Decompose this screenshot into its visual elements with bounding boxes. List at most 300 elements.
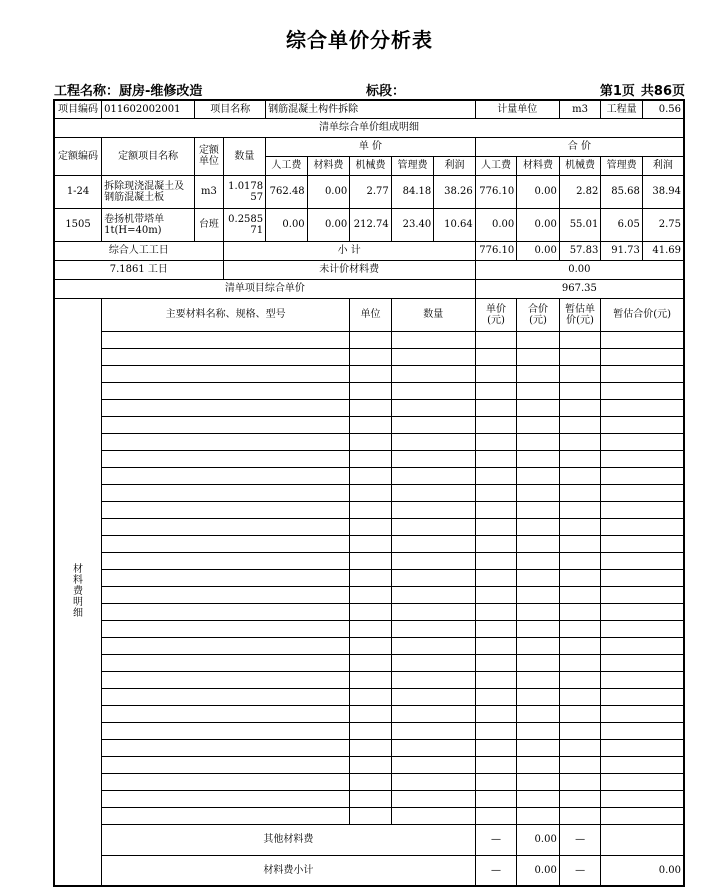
material-cell <box>559 603 601 620</box>
material-cell <box>475 467 517 484</box>
material-cell <box>102 331 350 348</box>
material-cell <box>517 535 560 552</box>
material-row <box>54 535 684 552</box>
composition-title-row <box>54 118 684 137</box>
material-cell <box>601 501 684 518</box>
material-cell <box>102 688 350 705</box>
material-cell <box>102 416 350 433</box>
material-cell <box>517 773 560 790</box>
material-cell <box>350 416 392 433</box>
material-cell <box>350 620 392 637</box>
material-row <box>54 348 684 365</box>
material-cell <box>102 365 350 382</box>
material-row <box>54 484 684 501</box>
material-cell <box>601 331 684 348</box>
material-cell <box>102 790 350 807</box>
material-cell <box>102 450 350 467</box>
u-profit-header: 利润 <box>434 156 476 175</box>
side-label-char: 明 <box>73 597 84 609</box>
unpriced-label: 未计价材料费 <box>223 260 475 279</box>
material-cell <box>559 790 601 807</box>
material-cell <box>475 433 517 450</box>
t-profit-header: 利润 <box>642 156 684 175</box>
material-cell <box>559 722 601 739</box>
item-unit-label: 计量单位 <box>475 100 559 118</box>
material-cell <box>102 705 350 722</box>
other-price: — <box>475 824 517 855</box>
material-cell <box>517 399 560 416</box>
sub-est-price: — <box>559 855 601 886</box>
mat-col-total: 合价(元) <box>517 298 560 331</box>
material-cell <box>350 586 392 603</box>
material-cell <box>601 348 684 365</box>
material-cell <box>475 382 517 399</box>
material-cell <box>517 637 560 654</box>
material-cell <box>517 552 560 569</box>
material-cell <box>517 569 560 586</box>
material-cell <box>475 331 517 348</box>
material-cell <box>391 756 475 773</box>
material-cell <box>601 467 684 484</box>
materials-header-row <box>54 298 684 331</box>
material-cell <box>102 603 350 620</box>
material-cell <box>559 586 601 603</box>
material-row <box>54 382 684 399</box>
material-cell <box>559 620 601 637</box>
material-cell <box>350 501 392 518</box>
project-label: 工程名称： <box>54 84 120 99</box>
material-cell <box>559 756 601 773</box>
material-cell <box>517 433 560 450</box>
material-cell <box>391 501 475 518</box>
row-t-material: 0.00 <box>517 175 560 208</box>
material-row <box>54 501 684 518</box>
material-cell <box>559 365 601 382</box>
unpriced-value: 0.00 <box>475 260 684 279</box>
project-value: 厨房-维修改造 <box>119 84 203 99</box>
material-row <box>54 807 684 824</box>
material-cell <box>559 569 601 586</box>
total-price-header: 合 价 <box>475 137 684 156</box>
material-cell <box>601 705 684 722</box>
material-cell <box>391 807 475 824</box>
material-row <box>54 416 684 433</box>
material-cell <box>475 722 517 739</box>
material-cell <box>559 433 601 450</box>
material-cell <box>391 603 475 620</box>
subtotal-labor: 776.10 <box>475 241 517 260</box>
u-machine-header: 机械费 <box>350 156 392 175</box>
row-u-mgmt: 23.40 <box>391 208 434 241</box>
composition-title: 清单综合单价组成明细 <box>54 118 684 137</box>
material-subtotal-row <box>54 855 684 886</box>
material-cell <box>350 467 392 484</box>
material-cell <box>475 773 517 790</box>
material-cell <box>601 416 684 433</box>
material-cell <box>391 705 475 722</box>
material-cell <box>391 382 475 399</box>
subtotal-machine: 57.83 <box>559 241 601 260</box>
material-cell <box>559 518 601 535</box>
material-cell <box>102 654 350 671</box>
material-cell <box>102 518 350 535</box>
material-cell <box>601 688 684 705</box>
material-cell <box>559 688 601 705</box>
material-cell <box>601 756 684 773</box>
material-cell <box>601 569 684 586</box>
material-cell <box>391 535 475 552</box>
material-cell <box>350 722 392 739</box>
side-label-char: 材 <box>73 564 84 576</box>
material-cell <box>102 756 350 773</box>
material-cell <box>601 535 684 552</box>
u-labor-header: 人工费 <box>266 156 308 175</box>
material-cell <box>391 348 475 365</box>
material-cell <box>475 348 517 365</box>
material-cell <box>475 739 517 756</box>
material-cell <box>601 382 684 399</box>
page-total: 共86页 <box>640 84 685 99</box>
material-cell <box>559 501 601 518</box>
material-cell <box>601 790 684 807</box>
col-qty-header: 数量 <box>223 137 266 175</box>
material-cell <box>559 739 601 756</box>
material-cell <box>559 773 601 790</box>
material-row <box>54 467 684 484</box>
material-cell <box>102 671 350 688</box>
material-cell <box>475 637 517 654</box>
composition-header-row-1 <box>54 137 684 156</box>
material-cell <box>391 518 475 535</box>
item-info-row <box>54 100 684 118</box>
material-cell <box>517 603 560 620</box>
material-cell <box>601 399 684 416</box>
material-row <box>54 790 684 807</box>
material-cell <box>391 773 475 790</box>
material-cell <box>517 739 560 756</box>
material-cell <box>517 586 560 603</box>
sub-price: — <box>475 855 517 886</box>
item-code-label: 项目编码 <box>54 100 102 118</box>
material-cell <box>601 518 684 535</box>
material-cell <box>517 484 560 501</box>
material-row <box>54 756 684 773</box>
row-t-profit: 38.94 <box>642 175 684 208</box>
material-cell <box>102 484 350 501</box>
t-material-header: 材料费 <box>517 156 560 175</box>
material-cell <box>517 620 560 637</box>
row-u-labor: 0.00 <box>266 208 308 241</box>
material-row <box>54 654 684 671</box>
material-cell <box>601 620 684 637</box>
material-cell <box>391 331 475 348</box>
material-cell <box>475 484 517 501</box>
material-cell <box>475 671 517 688</box>
material-cell <box>391 433 475 450</box>
material-cell <box>350 450 392 467</box>
material-cell <box>517 467 560 484</box>
other-total: 0.00 <box>517 824 560 855</box>
other-material-row <box>54 824 684 855</box>
material-cell <box>559 331 601 348</box>
project-name <box>54 80 202 99</box>
material-row <box>54 586 684 603</box>
col-unit-header: 定额单位 <box>195 137 223 175</box>
material-cell <box>350 637 392 654</box>
material-cell <box>350 433 392 450</box>
material-cell <box>350 756 392 773</box>
material-row <box>54 365 684 382</box>
row-unit: m3 <box>195 175 223 208</box>
material-cell <box>391 365 475 382</box>
material-cell <box>350 518 392 535</box>
material-cell <box>350 739 392 756</box>
u-material-header: 材料费 <box>307 156 350 175</box>
material-cell <box>601 365 684 382</box>
material-cell <box>475 620 517 637</box>
row-t-mgmt: 85.68 <box>601 175 643 208</box>
row-t-profit: 2.75 <box>642 208 684 241</box>
material-cell <box>601 722 684 739</box>
row-u-labor: 762.48 <box>266 175 308 208</box>
material-cell <box>517 365 560 382</box>
col-name-header: 定额项目名称 <box>102 137 195 175</box>
mat-col-unit: 单位 <box>350 298 392 331</box>
mat-col-est-price: 暂估单价(元) <box>559 298 601 331</box>
row-unit: 台班 <box>195 208 223 241</box>
material-cell <box>601 433 684 450</box>
material-cell <box>517 790 560 807</box>
material-cell <box>102 348 350 365</box>
material-cell <box>559 450 601 467</box>
material-cell <box>391 620 475 637</box>
material-cell <box>475 654 517 671</box>
material-row <box>54 450 684 467</box>
material-cell <box>350 382 392 399</box>
material-cell <box>350 552 392 569</box>
material-cell <box>517 671 560 688</box>
material-cell <box>102 535 350 552</box>
material-cell <box>391 688 475 705</box>
material-row <box>54 331 684 348</box>
row-u-profit: 10.64 <box>434 208 476 241</box>
material-cell <box>559 705 601 722</box>
material-cell <box>350 705 392 722</box>
item-name-label: 项目名称 <box>195 100 266 118</box>
sub-total: 0.00 <box>517 855 560 886</box>
material-cell <box>391 552 475 569</box>
material-cell <box>559 807 601 824</box>
material-cell <box>559 535 601 552</box>
material-cell <box>391 637 475 654</box>
material-cell <box>559 484 601 501</box>
material-cell <box>102 382 350 399</box>
unit-price-header: 单 价 <box>266 137 476 156</box>
material-cell <box>517 688 560 705</box>
material-cell <box>350 569 392 586</box>
material-cell <box>350 535 392 552</box>
row-t-material: 0.00 <box>517 208 560 241</box>
material-cell <box>475 535 517 552</box>
material-row <box>54 620 684 637</box>
row-t-labor: 0.00 <box>475 208 517 241</box>
material-cell <box>517 348 560 365</box>
material-cell <box>559 416 601 433</box>
material-row <box>54 399 684 416</box>
material-cell <box>102 569 350 586</box>
page-title: 综合单价分析表 <box>286 28 433 52</box>
labor-days-value: 7.1861 工日 <box>54 260 223 279</box>
material-cell <box>350 484 392 501</box>
materials-side-label <box>54 298 102 886</box>
row-qty: 0.258571 <box>223 208 266 241</box>
material-cell <box>601 654 684 671</box>
material-cell <box>475 416 517 433</box>
row-code: 1505 <box>54 208 102 241</box>
material-cell <box>475 586 517 603</box>
side-label-char: 细 <box>73 608 84 620</box>
material-cell <box>102 433 350 450</box>
material-row <box>54 603 684 620</box>
material-cell <box>391 654 475 671</box>
item-qty: 0.56 <box>642 100 684 118</box>
subtotal-profit: 41.69 <box>642 241 684 260</box>
material-cell <box>475 790 517 807</box>
mat-col-name: 主要材料名称、规格、型号 <box>102 298 350 331</box>
material-cell <box>559 382 601 399</box>
material-cell <box>559 654 601 671</box>
material-cell <box>601 671 684 688</box>
other-material-label: 其他材料费 <box>102 824 476 855</box>
col-code-header: 定额编码 <box>54 137 102 175</box>
side-label-char: 费 <box>73 586 84 598</box>
material-cell <box>475 569 517 586</box>
side-label-char: 料 <box>73 575 84 587</box>
material-cell <box>391 416 475 433</box>
row-u-machine: 2.77 <box>350 175 392 208</box>
row-u-machine: 212.74 <box>350 208 392 241</box>
row-u-profit: 38.26 <box>434 175 476 208</box>
material-cell <box>601 773 684 790</box>
material-cell <box>391 722 475 739</box>
material-cell <box>559 671 601 688</box>
unit-price-value: 967.35 <box>475 279 684 298</box>
material-cell <box>102 399 350 416</box>
row-u-mgmt: 84.18 <box>391 175 434 208</box>
material-cell <box>391 450 475 467</box>
material-cell <box>601 586 684 603</box>
material-cell <box>559 467 601 484</box>
material-cell <box>517 501 560 518</box>
material-cell <box>102 552 350 569</box>
material-cell <box>475 552 517 569</box>
material-cell <box>391 586 475 603</box>
material-cell <box>601 450 684 467</box>
subtotal-row <box>54 241 684 260</box>
material-cell <box>601 603 684 620</box>
labor-day-label: 综合人工工日 <box>54 241 223 260</box>
composition-row-1 <box>54 175 684 208</box>
material-cell <box>517 807 560 824</box>
material-row <box>54 552 684 569</box>
subtotal-mgmt: 91.73 <box>601 241 643 260</box>
mat-col-price: 单价(元) <box>475 298 517 331</box>
unpriced-row <box>54 260 684 279</box>
material-cell <box>391 569 475 586</box>
unit-price-row <box>54 279 684 298</box>
t-machine-header: 机械费 <box>559 156 601 175</box>
material-cell <box>559 348 601 365</box>
material-subtotal-label: 材料费小计 <box>102 855 476 886</box>
material-cell <box>475 603 517 620</box>
page-indicator <box>600 80 685 99</box>
analysis-table <box>53 99 685 887</box>
material-cell <box>102 807 350 824</box>
material-cell <box>601 484 684 501</box>
subtotal-material: 0.00 <box>517 241 560 260</box>
material-cell <box>601 739 684 756</box>
material-cell <box>102 620 350 637</box>
material-row <box>54 722 684 739</box>
row-t-machine: 2.82 <box>559 175 601 208</box>
material-row <box>54 569 684 586</box>
row-t-machine: 55.01 <box>559 208 601 241</box>
material-cell <box>391 484 475 501</box>
material-cell <box>350 790 392 807</box>
item-unit: m3 <box>559 100 601 118</box>
material-cell <box>517 518 560 535</box>
subtotal-label: 小 计 <box>223 241 475 260</box>
u-mgmt-header: 管理费 <box>391 156 434 175</box>
material-cell <box>391 790 475 807</box>
material-cell <box>350 671 392 688</box>
material-cell <box>391 467 475 484</box>
material-cell <box>475 807 517 824</box>
material-cell <box>350 399 392 416</box>
material-cell <box>517 416 560 433</box>
material-row <box>54 637 684 654</box>
row-u-material: 0.00 <box>307 175 350 208</box>
mat-col-est-total: 暂估合价(元) <box>601 298 684 331</box>
material-cell <box>475 501 517 518</box>
composition-row-2 <box>54 208 684 241</box>
material-cell <box>350 773 392 790</box>
material-cell <box>102 773 350 790</box>
material-cell <box>601 552 684 569</box>
material-row <box>54 688 684 705</box>
material-cell <box>559 637 601 654</box>
material-cell <box>102 637 350 654</box>
material-row <box>54 518 684 535</box>
row-name: 拆除现浇混凝土及钢筋混凝土板 <box>102 175 195 208</box>
material-cell <box>475 450 517 467</box>
item-name: 钢筋混凝土构件拆除 <box>266 100 476 118</box>
material-cell <box>391 671 475 688</box>
unit-price-label: 清单项目综合单价 <box>54 279 475 298</box>
material-row <box>54 671 684 688</box>
material-cell <box>517 705 560 722</box>
row-u-material: 0.00 <box>307 208 350 241</box>
material-cell <box>517 722 560 739</box>
material-cell <box>350 365 392 382</box>
material-cell <box>102 467 350 484</box>
mat-col-qty: 数量 <box>391 298 475 331</box>
material-cell <box>350 654 392 671</box>
material-cell <box>102 501 350 518</box>
row-t-mgmt: 6.05 <box>601 208 643 241</box>
material-cell <box>102 586 350 603</box>
material-cell <box>475 365 517 382</box>
